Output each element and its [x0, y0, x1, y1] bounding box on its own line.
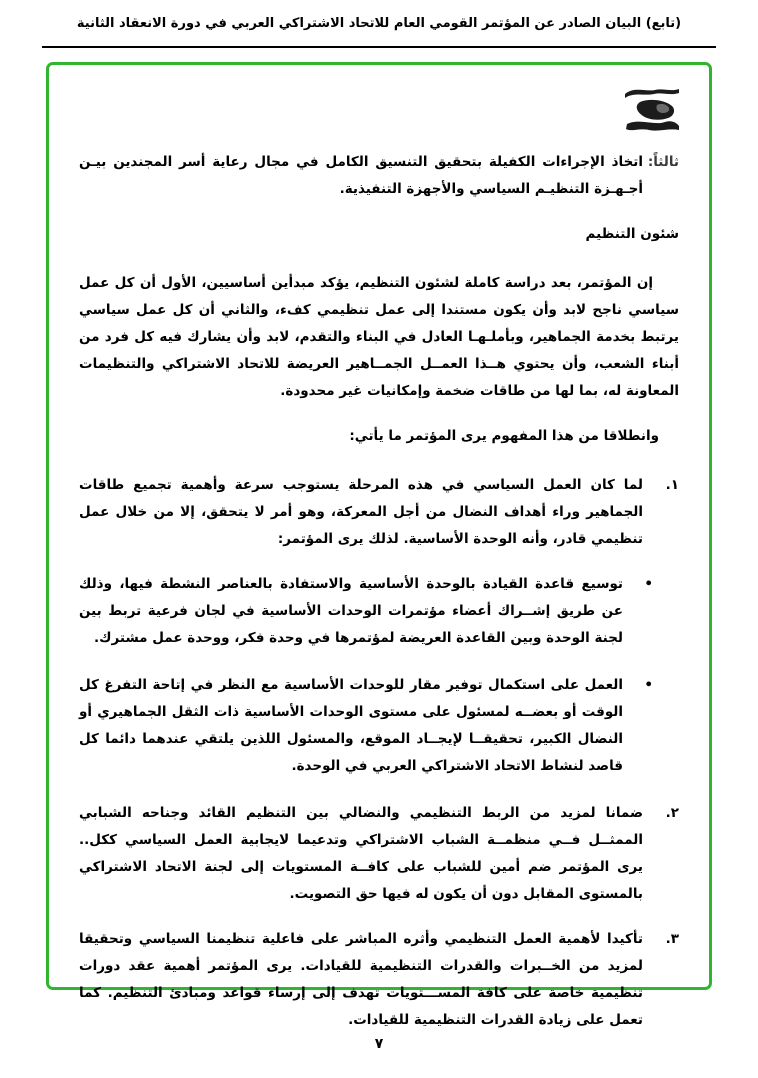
- section-intro-text: اتخاذ الإجراءات الكفيلة بتحقيق التنسيق الكامل في مجال رعاية أسر المجندين بيـن أجـهـزة التنظيـم السياسي والأجهزة التنفيذية.: [79, 154, 643, 197]
- numbered-item-1: [79, 472, 679, 553]
- document-frame: [46, 62, 712, 1028]
- document-content: [79, 149, 679, 1034]
- bullet-item-2: [79, 672, 653, 780]
- bullet-item-1: [79, 571, 653, 652]
- page-number: ٧: [374, 1036, 384, 1052]
- paragraph-lead: وانطلاقا من هذا المفهوم يرى المؤتمر ما يأتي:: [349, 428, 659, 444]
- bullet-2-text: العمل على استكمال توفير مقار للوحدات الأساسية مع النظر في إتاحة التفرغ كل الوقت أو بعضــه لمسئول على مستوى الوحدات الأساسية ذات الثقل الجماهيري أو النضال الكبير، تحقيقــا لإيجــاد الموقع، والمسئول اللذين يلتقي عندهما دائما كل قاصد لنشاط الاتحاد الاشتراكي العربي في الوحدة.: [79, 677, 623, 774]
- numbered-item-3-marker: ٣.: [665, 931, 679, 947]
- section-intro: [79, 149, 679, 203]
- section-intro-label: ثالثاً:: [647, 154, 679, 170]
- page-header-title: (تابع) البيان الصادر عن المؤتمر القومي العام للاتحاد الاشتراكي العربي في دورة الانعقاد الثانية: [76, 16, 682, 31]
- numbered-item-2-marker: ٢.: [665, 805, 679, 821]
- numbered-item-3: [79, 926, 679, 1034]
- numbered-item-2-text: ضمانا لمزيد من الربط التنظيمي والنضالي بين التنظيم القائد وجناحه الشبابي الممثــل فــي منظمــة الشباب الاشتراكي وتدعيما لايجابية العمل السياسي ككل.. يرى المؤتمر ضم أمين للشباب على كافــة المستويات إلى لجنة الاتحاد الاشتراكي بالمستوى المقابل دون أن يكون له فيها حق التصويت.: [79, 805, 643, 902]
- header-rule: [42, 46, 716, 48]
- bullet-1-marker: •: [644, 576, 653, 592]
- numbered-item-2: [79, 800, 679, 908]
- numbered-item-3-text: تأكيدا لأهمية العمل التنظيمي وأثره المباشر على فاعلية تنظيمنا السياسي وتحقيقا لمزيد من الخــبرات والقدرات التنظيمية للقيادات. يرى المؤتمر أهمية عقد دورات تنظيمية خاصة على كافة المســـتويات تهدف إلى إرساء قواعد ومبادئ التنظيم. كما تعمل على زيادة القدرات التنظيمية للقيادات.: [79, 931, 643, 1028]
- numbered-item-1-marker: ١.: [665, 477, 679, 493]
- numbered-item-1-text: لما كان العمل السياسي في هذه المرحلة يستوجب سرعة وأهمية تجميع طاقات الجماهير وراء أهداف النضال من أجل المعركة، وهو أمر لا يتحقق، إلا من خلال عمل تنظيمي قادر، وأنه الوحدة الأساسية. لذلك يرى المؤتمر:: [79, 477, 643, 547]
- emblem-stamp-icon: [621, 83, 683, 137]
- bullet-2-marker: •: [644, 677, 653, 693]
- paragraph-overview: إن المؤتمر، بعد دراسة كاملة لشئون التنظيم، يؤكد مبدأين أساسيين، الأول أن كل عمل سياسي ناجح لابد وأن يكون مستندا إلى عمل تنظيمي كفء، والثاني أن كل عمل سياسي يرتبط بخدمة الجماهير، وبأملـهـا العادل في البناء والتقدم، لابد وأن يشارك فيه كل فرد من أبناء الشعب، وأن يحتوي هــذا العمــل الجمــاهير العريضة للاتحاد الاشتراكي والتنظيمات المعاونة له، بما لها من طاقات ضخمة وإمكانيات غير محدودة.: [79, 275, 679, 399]
- section-heading: شئون التنظيم: [585, 226, 679, 242]
- bullet-1-text: توسيع قاعدة القيادة بالوحدة الأساسية والاستفادة بالعناصر النشطة فيها، وذلك عن طريق إشــراك أعضاء مؤتمرات الوحدات الأساسية في لجان فرعية تربط بين لجنة الوحدة وبين القاعدة العريضة لمؤتمرها في وحدة فكر، ووحدة عمل مشترك.: [79, 576, 623, 646]
